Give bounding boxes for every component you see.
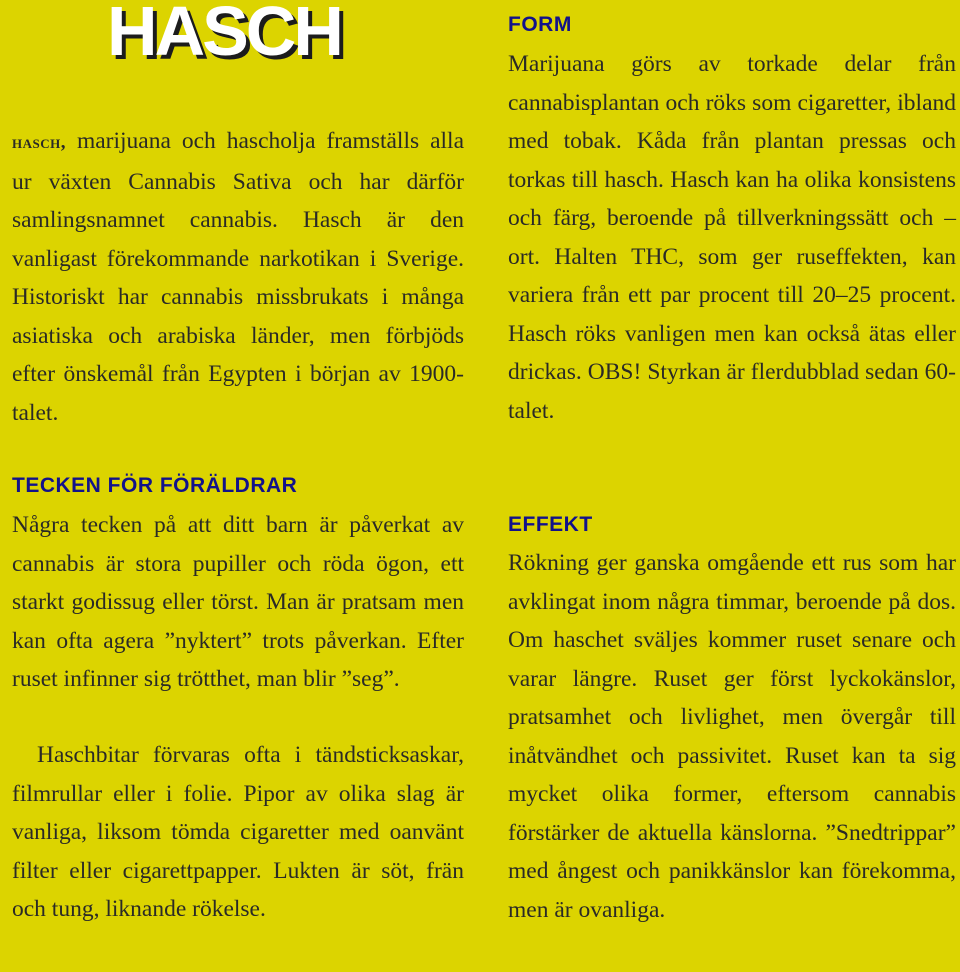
effekt-paragraph: Rökning ger ganska omgående ett rus som har avklingat inom några timmar, beroende på dos. Om haschet sväljes kommer ruset senare och varar längre. Ruset ger först lyckokänslor, pratsamhet och livlighet, men övergår till inåtvändhet och passivitet. Ruset kan ta sig mycket olika former, eftersom cannabis förstärker de aktuella känslorna. ”Snedtrippar” med ångest och panikkänslor kan förekomma, men är ovanliga. [508,550,956,923]
form-paragraph: Marijuana görs av torkade delar från cannabisplantan och röks som cigaretter, ibland med tobak. Kåda från plantan pressas och torkas till hasch. Hasch kan ha olika konsistens och färg, beroende på tillverkningssätt och –ort. Halten THC, som ger ruseffekten, kan variera från ett par procent till 20–25 procent. Hasch röks vanligen men kan också ätas eller drickas. OBS! Styrkan är flerdubblad sedan 60-talet. [508,51,956,424]
heading-form: FORM [508,13,572,36]
intro-text: marijuana och hascholja framställs alla ur växten Cannabis Sativa och har därför samlingsnamnet cannabis. Hasch är den vanligast förekommande narkotikan i Sverige. Historiskt har cannabis missbrukats i många asiatiska och arabiska länder, men förbjöds efter önskemål från Egypten i början av 1900-talet. [12,128,465,426]
intro-label: hasch, [12,132,66,153]
foraldrar-paragraph-1: Några tecken på att ditt barn är påverkat av cannabis är stora pupiller och röda ögon, ett starkt godissug eller törst. Man är pratsam men kan ofta agera ”nyktert” trots påverkan. Efter ruset infinner sig trötthet, man blir ”seg”. [12,512,464,692]
heading-tecken-for-foraldrar: TECKEN FÖR FÖRÄLDRAR [12,474,298,497]
page-title: HASCH [107,0,341,70]
foraldrar-paragraph-2: Haschbitar förvaras ofta i tändsticksaskar, filmrullar eller i folie. Pipor av olika slag är vanliga, liksom tömda cigaretter med oanvänt filter eller cigarettpapper. Lukten är söt, frän och tung, liknande rökelse. [12,742,464,922]
intro-paragraph [12,122,464,432]
heading-effekt: EFFEKT [508,513,593,536]
